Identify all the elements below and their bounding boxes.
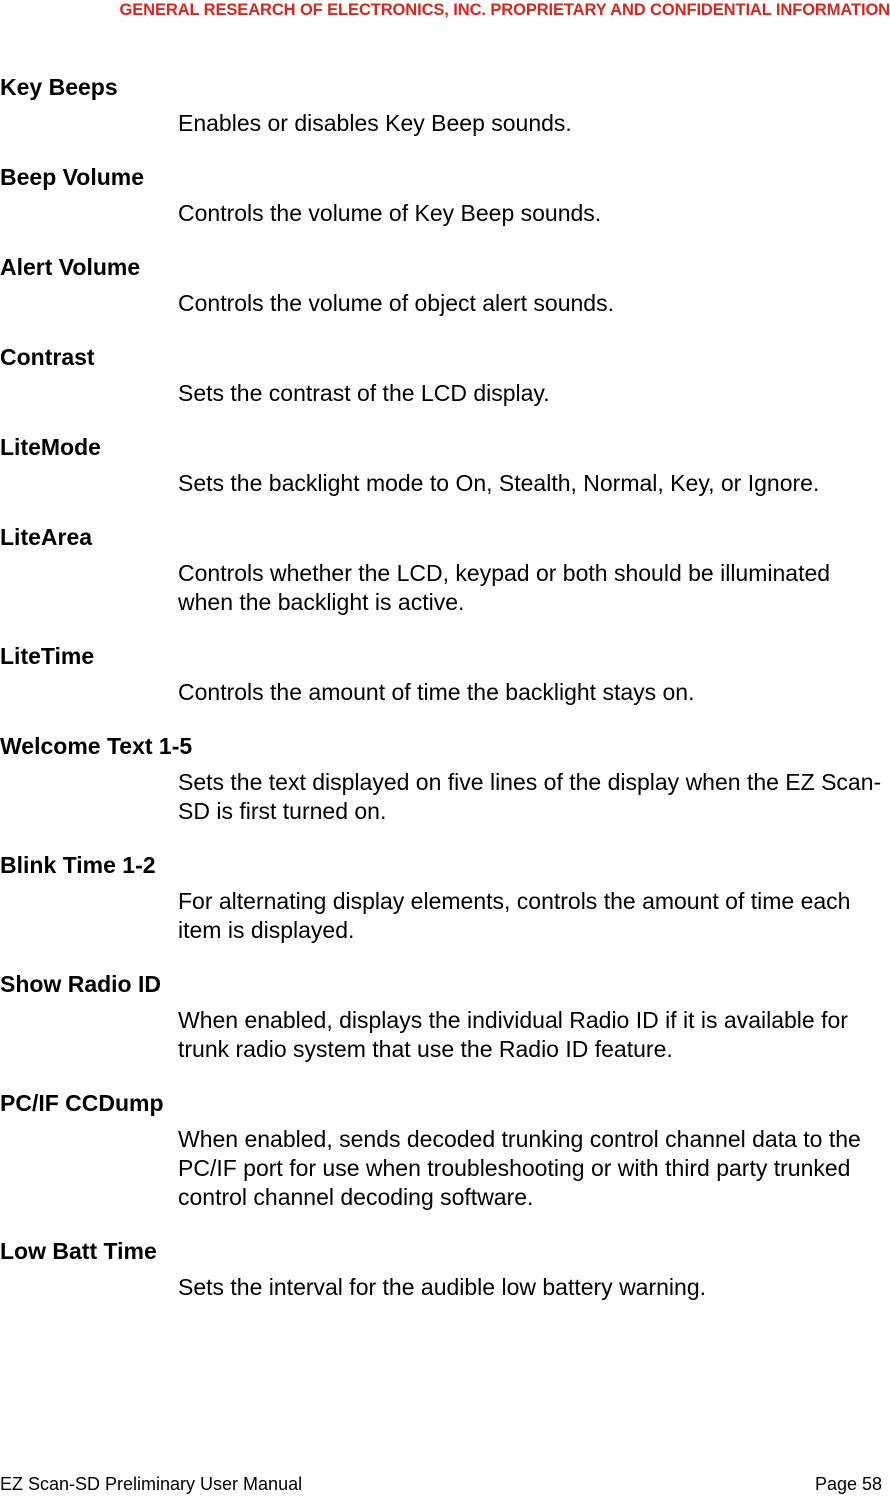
term-beep-volume: Beep Volume (0, 164, 144, 190)
definition-entry-low-batt-time (0, 1237, 890, 1302)
term-litetime: LiteTime (0, 643, 95, 669)
term-pcif-ccdump: PC/IF CCDump (0, 1090, 164, 1116)
desc-contrast: Sets the contrast of the LCD display. (178, 380, 550, 406)
definition-entry-litetime (0, 642, 890, 707)
term-blink-time: Blink Time 1-2 (0, 852, 156, 878)
term-litearea: LiteArea (0, 524, 93, 550)
definition-entry-litemode (0, 433, 890, 498)
desc-litemode: Sets the backlight mode to On, Stealth, Normal, Key, or Ignore. (178, 470, 820, 496)
term-key-beeps: Key Beeps (0, 74, 118, 100)
term-litemode: LiteMode (0, 434, 101, 460)
desc-key-beeps: Enables or disables Key Beep sounds. (178, 110, 572, 136)
definition-entry-pcif-ccdump (0, 1089, 890, 1212)
definition-entry-contrast (0, 343, 890, 408)
definition-entry-key-beeps (0, 73, 890, 138)
term-show-radio-id: Show Radio ID (0, 971, 161, 997)
definition-entry-blink-time (0, 851, 890, 945)
settings-definitions-list (0, 73, 890, 1302)
desc-alert-volume: Controls the volume of object alert sounds. (178, 290, 614, 316)
manual-title: EZ Scan-SD Preliminary User Manual (0, 1474, 303, 1494)
desc-low-batt-time: Sets the interval for the audible low battery warning. (178, 1274, 707, 1300)
term-alert-volume: Alert Volume (0, 254, 141, 280)
definition-entry-alert-volume (0, 253, 890, 318)
desc-welcome-text: Sets the text displayed on five lines of the display when the EZ Scan-SD is first turned on. (178, 769, 882, 824)
desc-beep-volume: Controls the volume of Key Beep sounds. (178, 200, 602, 226)
term-welcome-text: Welcome Text 1-5 (0, 733, 193, 759)
desc-pcif-ccdump: When enabled, sends decoded trunking control channel data to the PC/IF port for use when troubleshooting or with third party trunked control channel decoding software. (178, 1126, 861, 1210)
term-low-batt-time: Low Batt Time (0, 1238, 157, 1264)
definition-entry-welcome-text (0, 732, 890, 826)
confidentiality-banner: GENERAL RESEARCH OF ELECTRONICS, INC. PROPRIETARY AND CONFIDENTIAL INFORMATION (119, 1, 890, 19)
definition-entry-litearea (0, 523, 890, 617)
definition-entry-show-radio-id (0, 970, 890, 1064)
term-contrast: Contrast (0, 344, 95, 370)
desc-show-radio-id: When enabled, displays the individual Radio ID if it is available for trunk radio system that use the Radio ID feature. (178, 1007, 848, 1062)
desc-blink-time: For alternating display elements, controls the amount of time each item is displayed. (178, 888, 851, 943)
page-number: Page 58 (814, 1474, 882, 1494)
definition-entry-beep-volume (0, 163, 890, 228)
desc-litetime: Controls the amount of time the backlight stays on. (178, 679, 695, 705)
desc-litearea: Controls whether the LCD, keypad or both should be illuminated when the backlight is active. (178, 560, 831, 615)
